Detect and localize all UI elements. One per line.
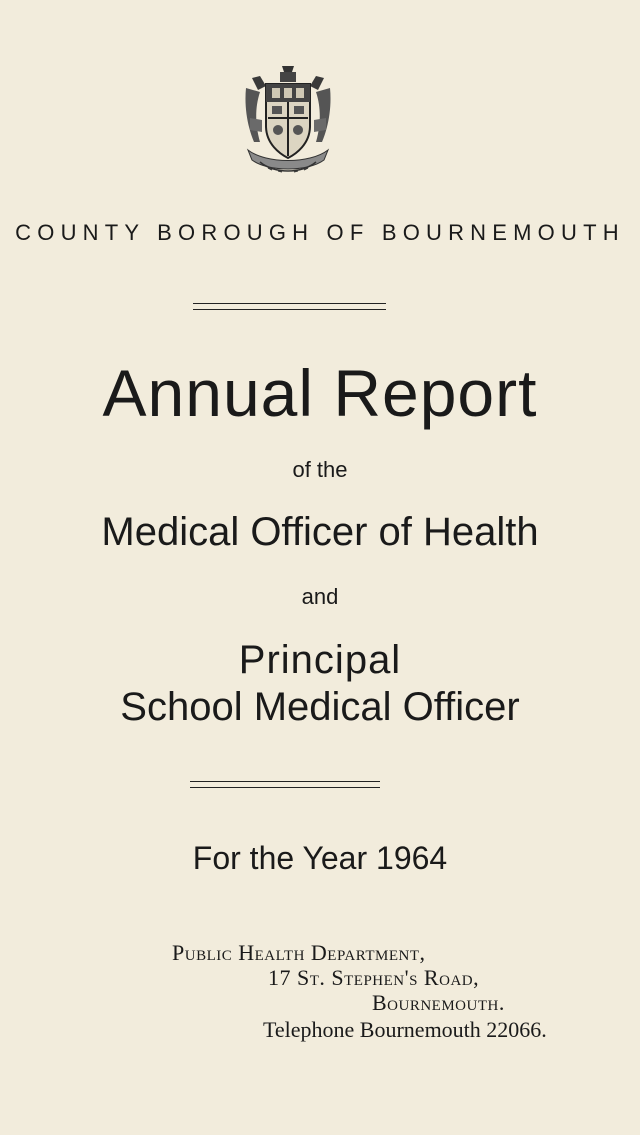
of-the-text: of the — [292, 457, 348, 482]
double-rule-bottom — [190, 781, 380, 788]
borough-heading: COUNTY BOROUGH OF BOURNEMOUTH — [15, 220, 625, 245]
report-title: Annual Report — [102, 356, 538, 430]
and-text: and — [301, 584, 339, 609]
address-town: Bournemouth. — [372, 990, 505, 1015]
double-rule-top — [193, 303, 386, 310]
address-street: 17 St. Stephen's Road, — [268, 965, 480, 990]
medical-officer-heading: Medical Officer of Health — [101, 510, 539, 554]
principal-heading: Principal — [238, 638, 402, 682]
address-telephone: Telephone Bournemouth 22066. — [263, 1017, 547, 1042]
year-heading: For the Year 1964 — [192, 840, 448, 876]
address-department: Public Health Department, — [172, 940, 426, 965]
school-medical-officer-heading: School Medical Officer — [120, 685, 520, 729]
coat-of-arms-icon — [238, 58, 338, 186]
